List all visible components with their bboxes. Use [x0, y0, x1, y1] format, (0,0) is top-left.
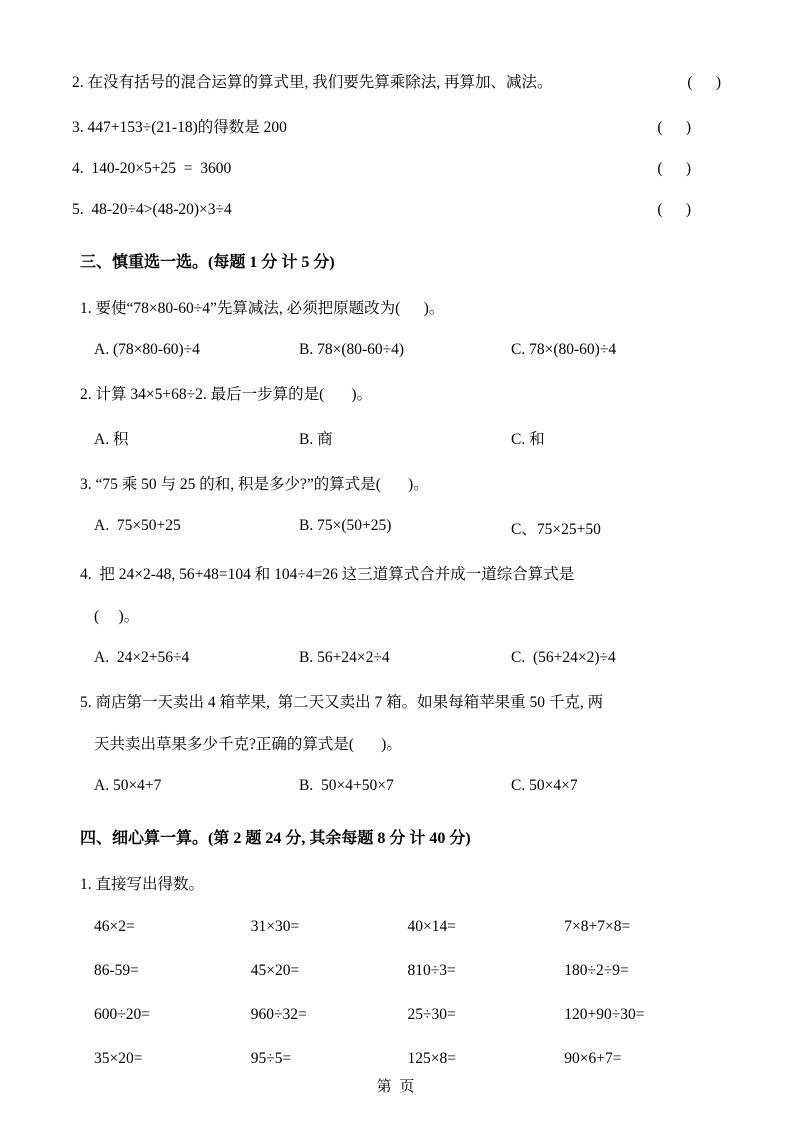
option-a[interactable]: A. 积 — [94, 431, 129, 448]
calculation-cell[interactable]: 31×30= — [250, 918, 300, 935]
question-stem: 2. 计算 34×5+68÷2. 最后一步算的是( )。 — [80, 386, 373, 403]
calculation-cell[interactable]: 45×20= — [250, 962, 300, 979]
option-a[interactable]: A. 75×50+25 — [94, 517, 181, 534]
calculation-row — [72, 962, 721, 980]
question-stem-continued: 天共卖出草果多少千克?正确的算式是( )。 — [94, 736, 402, 753]
option-b[interactable]: B. 75×(50+25) — [299, 517, 392, 534]
calculation-cell[interactable]: 180÷2÷9= — [564, 962, 629, 979]
choice-question — [72, 382, 721, 449]
truefalse-text: 3. 447+153÷(21-18)的得数是 200 — [72, 119, 287, 136]
calculation-row — [72, 1050, 721, 1068]
choice-question — [72, 562, 721, 667]
option-c[interactable]: C. (56+24×2)÷4 — [511, 649, 616, 666]
question-stem: 3. “75 乘 50 与 25 的和, 积是多少?”的算式是( )。 — [80, 476, 429, 493]
calculation-row — [72, 918, 721, 936]
option-b[interactable]: B. 78×(80-60÷4) — [299, 341, 405, 358]
calculation-grid — [72, 918, 721, 1068]
section-heading-three: 三、慎重选一选。(每题 1 分 计 5 分) — [80, 254, 335, 271]
option-c[interactable]: C. 和 — [511, 431, 545, 448]
truefalse-item — [72, 201, 721, 219]
truefalse-item — [72, 70, 721, 92]
question-options — [72, 517, 721, 539]
question-stem: 1. 要使“78×80-60÷4”先算减法, 必须把原题改为( )。 — [80, 300, 445, 317]
question-stem: 4. 把 24×2-48, 56+48=104 和 104÷4=26 这三道算式合并成一道综合算式是 — [80, 566, 575, 583]
choice-question — [72, 690, 721, 795]
option-c[interactable]: C. 78×(80-60)÷4 — [511, 341, 617, 358]
section-heading-four: 四、细心算一算。(第 2 题 24 分, 其余每题 8 分 计 40 分) — [80, 830, 471, 847]
truefalse-text: 5. 48-20÷4>(48-20)×3÷4 — [72, 201, 232, 218]
choice-question — [72, 472, 721, 539]
option-b[interactable]: B. 商 — [299, 431, 333, 448]
truefalse-group — [72, 70, 721, 219]
option-a[interactable]: A. (78×80-60)÷4 — [94, 341, 200, 358]
choice-question — [72, 296, 721, 359]
truefalse-answer-paren[interactable]: ( ) — [657, 119, 691, 136]
truefalse-item — [72, 115, 721, 137]
question-options — [72, 341, 721, 359]
truefalse-answer-paren[interactable]: ( ) — [657, 201, 691, 218]
truefalse-answer-paren[interactable]: ( ) — [657, 160, 691, 177]
question-options — [72, 427, 721, 449]
question-options — [72, 649, 721, 667]
calculation-cell[interactable]: 90×6+7= — [564, 1050, 622, 1067]
option-c[interactable]: C、75×25+50 — [511, 521, 601, 538]
calculation-cell[interactable]: 86-59= — [94, 962, 139, 979]
option-a[interactable]: A. 50×4+7 — [94, 777, 162, 794]
calculation-cell[interactable]: 810÷3= — [407, 962, 456, 979]
option-c[interactable]: C. 50×4×7 — [511, 777, 578, 794]
page-footer: 第 页 — [376, 1079, 417, 1095]
option-b[interactable]: B. 50×4+50×7 — [299, 777, 394, 794]
question-options — [72, 777, 721, 795]
truefalse-text: 4. 140-20×5+25 = 3600 — [72, 160, 232, 177]
calculation-cell[interactable]: 46×2= — [94, 918, 135, 935]
calculation-cell[interactable]: 125×8= — [407, 1050, 456, 1067]
option-b[interactable]: B. 56+24×2÷4 — [299, 649, 390, 666]
calculation-cell[interactable]: 7×8+7×8= — [564, 918, 631, 935]
calculation-cell[interactable]: 95÷5= — [250, 1050, 292, 1067]
calculation-cell[interactable]: 120+90÷30= — [564, 1006, 645, 1023]
truefalse-text: 2. 在没有括号的混合运算的算式里, 我们要先算乘除法, 再算加、减法。 — [72, 74, 553, 91]
question-stem: 5. 商店第一天卖出 4 箱苹果, 第二天又卖出 7 箱。如果每箱苹果重 50 千克, 两 — [80, 694, 604, 711]
calculation-cell[interactable]: 600÷20= — [94, 1006, 150, 1023]
calculation-cell[interactable]: 960÷32= — [250, 1006, 307, 1023]
calculation-row — [72, 1006, 721, 1024]
calculation-cell[interactable]: 40×14= — [407, 918, 456, 935]
question-stem-continued: ( )。 — [94, 608, 140, 625]
truefalse-item — [72, 160, 721, 178]
calculation-cell[interactable]: 25÷30= — [407, 1006, 456, 1023]
option-a[interactable]: A. 24×2+56÷4 — [94, 649, 190, 666]
truefalse-answer-paren[interactable]: ( ) — [687, 74, 721, 91]
calculation-cell[interactable]: 35×20= — [94, 1050, 143, 1067]
subquestion-one-label: 1. 直接写出得数。 — [80, 876, 205, 893]
